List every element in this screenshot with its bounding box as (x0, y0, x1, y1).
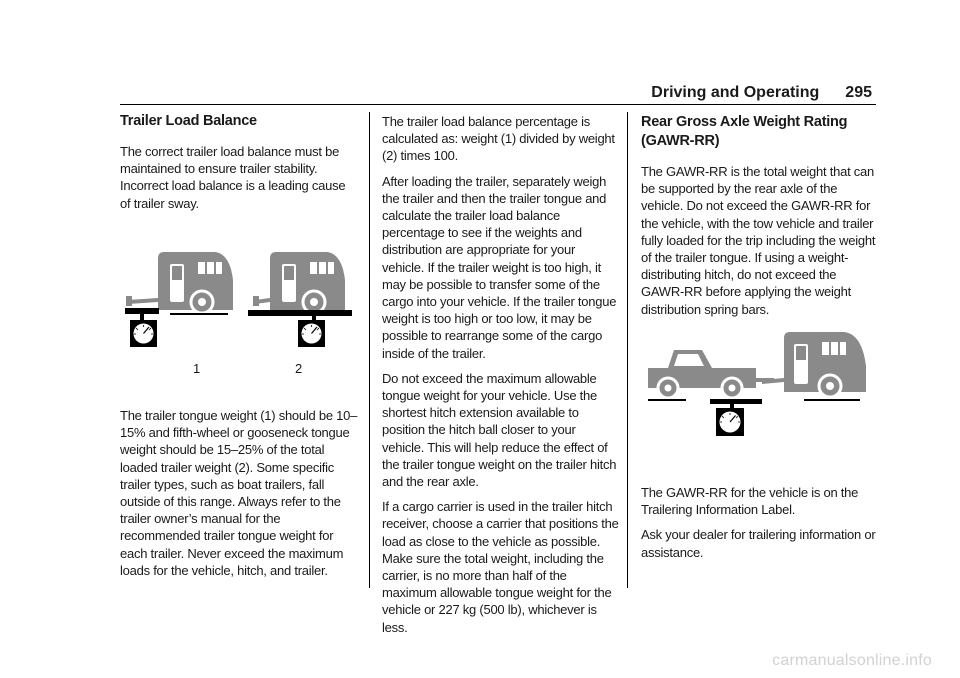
column-3 (641, 113, 881, 326)
intro-paragraph: The correct trailer load balance must be maintained to ensure trailer stability. Incorrect load balance is a leading cause of trailer sway. (120, 144, 346, 211)
column-divider-2 (627, 112, 628, 588)
label-location-paragraph: The GAWR-RR for the vehicle is on the Trailering Information Label. (641, 485, 859, 518)
paragraph-percentage: The trailer load balance percentage is calculated as: weight (1) divided by weight (2) times 100. (382, 114, 615, 164)
watermark: carmanualsonline.info (772, 652, 932, 669)
page-number: 295 (845, 84, 872, 101)
column-1 (120, 112, 358, 220)
scale-1-icon (130, 320, 157, 347)
column-divider-1 (369, 112, 370, 588)
trailer-2-illustration (248, 252, 352, 320)
paragraph-cargo-carrier: If a cargo carrier is used in the trailer hitch receiver, choose a carrier that positions the load as close to the vehicle as possible. Make sure the total weight, including the carrier, is no more than half of the maximum allowable tongue weight for the vehicle or 227 kg (500 lb), whichever is less. (382, 499, 619, 635)
column-1-body (120, 407, 358, 587)
tow-vehicle-illustration (648, 350, 774, 398)
header-rule (120, 104, 876, 105)
scale-platform (710, 399, 762, 404)
gawr-intro-paragraph: The GAWR-RR is the total weight that can be supported by the rear axle of the vehicle. Do not exceed the GAWR-RR for the vehicle, with the tow vehicle and trailer fully loaded for the trip including the weight of the trailer tongue. If using a weight-distributing hitch, do not exceed the GAWR-RR before applying the weight distribution spring bars. (641, 164, 876, 317)
section-title: Driving and Operating (651, 84, 820, 101)
trailer-load-balance-figure (120, 240, 365, 355)
tongue-weight-paragraph: The trailer tongue weight (1) should be 10–15% and fifth-wheel or gooseneck tongue weight should be 15–25% of the total loaded trailer weight (2). Some specific trailer types, such as boat trailers, fall outside of this range. Always refer to the trailer owner’s manual for the recommended trailer tongue weight for each trailer. Never exceed the maximum loads for the vehicle, hitch, and trailer. (120, 408, 358, 578)
section-heading-gawr-rr: Rear Gross Axle Weight Rating (GAWR-RR) (641, 114, 848, 149)
ground-line-trailer (804, 399, 860, 401)
section-heading-trailer-load-balance: Trailer Load Balance (120, 113, 257, 129)
paragraph-max-tongue-weight: Do not exceed the maximum allowable tongue weight for your vehicle. Use the shortest hitch extension available to position the hitch ball closer to your vehicle. This will help reduce the effect of the trailer tongue weight on the trailer hitch and the rear axle. (382, 370, 617, 490)
column-3-after-figure (641, 484, 881, 569)
trailer-1-illustration (125, 252, 233, 320)
scale-2-icon (298, 320, 325, 347)
figure-label-2: 2 (295, 361, 303, 376)
page-header (651, 84, 872, 102)
dealer-assistance-paragraph: Ask your dealer for trailering information or assistance. (641, 527, 876, 560)
figure-label-1: 1 (193, 361, 201, 376)
ground-line-front (648, 399, 686, 401)
column-2 (382, 113, 620, 644)
scale-icon (716, 408, 744, 436)
trailer-illustration (762, 332, 866, 397)
paragraph-weighing: After loading the trailer, separately weigh the trailer and then the trailer tongue and calculate the trailer load balance percentage to see if the weights and distribution are appropriate for your vehicle. If the trailer weight is too high, it may be possible to transfer some of the cargo into your vehicle. If the trailer tongue weight is too high or too low, it may be possible to rearrange some of the cargo inside of the trailer. (382, 173, 617, 361)
gawr-rr-figure (644, 330, 874, 442)
